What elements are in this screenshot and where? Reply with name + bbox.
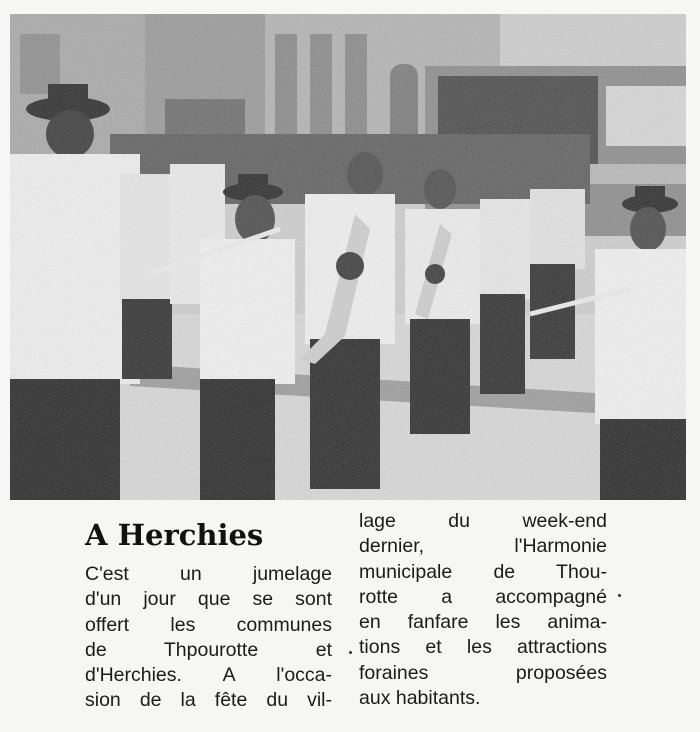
article-line: tions et les attractions — [359, 636, 607, 659]
article-line: dernier, l'Harmonie — [359, 535, 607, 558]
article-line: municipale de Thou- — [359, 560, 607, 583]
article-line: C'est un jumelage — [85, 563, 332, 585]
article-line: offert les communes — [85, 613, 332, 636]
article-line: sion de la fête du vil- — [85, 689, 332, 712]
print-speck — [349, 651, 352, 654]
article-line: d'un jour que se sont — [85, 588, 332, 611]
marching-band-photo — [10, 14, 686, 500]
article-line: foraines proposées — [359, 661, 607, 684]
article-line: d'Herchies. A l'occa- — [85, 664, 332, 687]
print-speck — [618, 594, 621, 597]
article-line: en fanfare les anima- — [359, 611, 607, 634]
article-line: de Thpourotte et — [85, 638, 332, 661]
article-line: rotte a accompagné — [359, 585, 607, 608]
article-column-left — [85, 562, 332, 714]
article-headline: A Herchies — [85, 518, 264, 552]
article-column-right — [359, 509, 607, 711]
news-photo — [10, 14, 686, 500]
article-line: lage du week-end — [359, 510, 607, 532]
article-line: aux habitants. — [359, 687, 481, 710]
